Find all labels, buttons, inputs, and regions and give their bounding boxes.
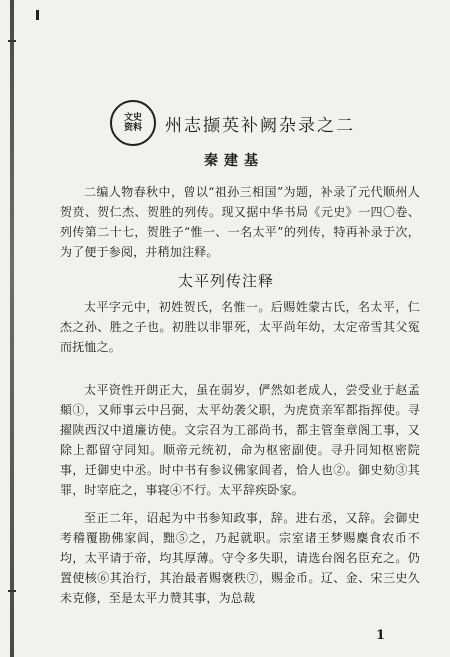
author-name: 秦建基 (204, 153, 264, 169)
scan-tick (8, 40, 16, 42)
logo-line-1: 文史 (123, 113, 142, 123)
section-title: 太平列传注释 (178, 272, 275, 290)
scan-tick (8, 590, 16, 592)
body-paragraph-2: 太平资性开朗正大，虽在弱岁，俨然如老成人，尝受业于赵孟頫①，又师事云中吕弼，太平幼袭父职，为虎贲亲军都指挥使。寻擢陕西汉中道廉访使。文宗召为工部尚书，都主管奎章阁工事，又除上都留守同知。顺帝元统初，命为枢密副使。寻升同知枢密院事，迁御史中丞。时中书有参议佛家闾者，恰人也②。御史劾③其罪，时宰庇之，事寝④不行。太平辞疾卧家。 (60, 383, 420, 497)
scan-edge (10, 0, 14, 657)
logo-line-2: 资料 (123, 123, 142, 133)
intro-paragraph: 二编人物春秋中，曾以“祖孙三相国”为题，补录了元代顺州人贺贲、贺仁杰、贺胜的列传。现又据中华书局《元史》一四〇卷、列传第二十七，贺胜子“惟一、一名太平”的列传，特再补录于次，为了便于参阅，并稍加注释。 (60, 185, 420, 259)
page-number: 1 (376, 628, 386, 643)
body-paragraph-1: 太平字元中，初姓贺氏，名惟一。后赐姓蒙古氏，名太平，仁杰之孙、胜之子也。初胜以非罪死，太平尚年幼，太定帝雪其父冤而抚恤之。 (60, 300, 420, 354)
corner-mark (36, 10, 39, 20)
article-title: 州志撷英补阙杂录之二 (165, 116, 355, 136)
wenshi-ziliao-logo (110, 100, 156, 146)
body-paragraph-3: 至正二年，诏起为中书参知政事，辞。进右丞，又辞。会御史考稽覆勘佛家闾，黜⑤之，乃起就职。宗室诸王梦赐麇食农币不均，太平请于帝，均其厚薄。守令多失职，请选台阁名臣充之。仍置使核⑥其治行，其治最者赐褒秩⑦，赐金币。辽、金、宋三史久未克修，至是太平力赞其事，为总裁 (60, 511, 420, 605)
